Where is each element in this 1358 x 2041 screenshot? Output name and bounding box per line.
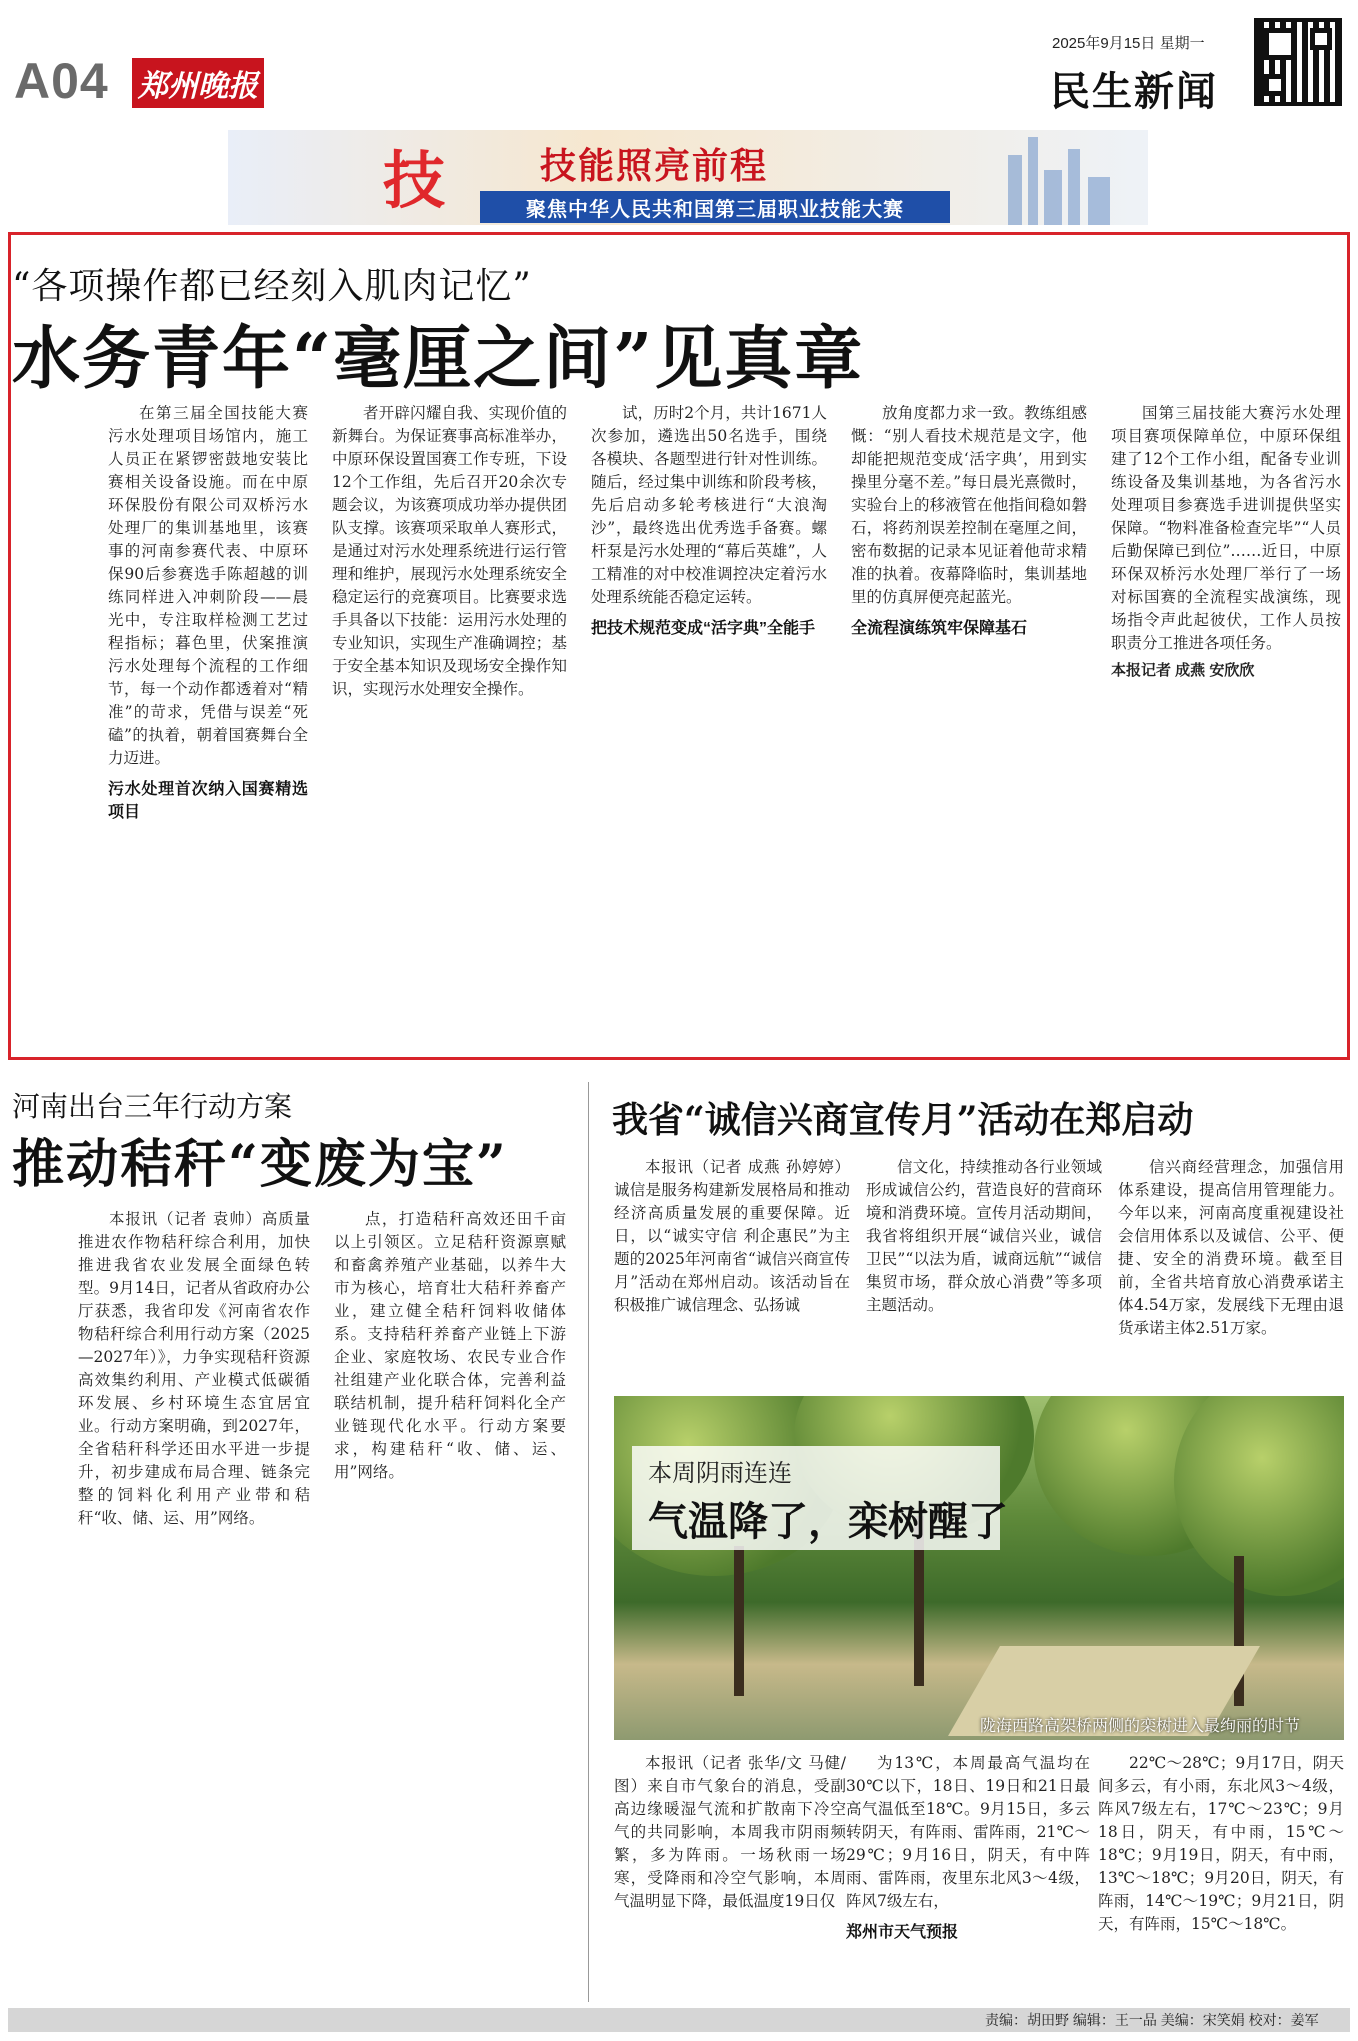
- credit-column-2: [866, 1156, 1102, 1381]
- section-title: 民生新闻: [1050, 70, 1218, 114]
- weather-column-1: [614, 1752, 846, 1998]
- credit-column-1: [614, 1156, 850, 1381]
- straw-paragraph: 点，打造秸秆高效还田千亩以上引领区。立足秸秆资源禀赋和畜禽养殖产业基础，以养牛大市为核心，培育壮大秸秆养畜产业，建立健全秸秆饲料收储体系。支持秸秆养畜产业链上下游企业、家庭牧场、农民专业合作社组建产业化联合体，完善利益联结机制，提升秸秆饲料化全产业链现代化水平。行动方案要求，构建秸秆“收、储、运、用”网络。: [334, 1210, 566, 1481]
- issue-date: 2025年9月15日 星期一: [1052, 35, 1205, 52]
- feature-column-1: [108, 402, 308, 1047]
- weather-subhead: 郑州市天气预报: [846, 1924, 959, 1941]
- feature-column-2: [332, 402, 567, 1047]
- feature-subhead: 把技术规范变成“活字典”全能手: [591, 620, 816, 637]
- feature-column-3: [591, 402, 827, 1047]
- feature-column-5: [1111, 402, 1341, 1047]
- feature-paragraph: 试，历时2个月，共计1671人次参加，遴选出50名选手，围绕各模块、各题型进行针对性训练。随后，经过集中训练和阶段考核，先后启动多轮考核进行“大浪淘沙”，最终选出优秀选手备赛。螺杆泵是污水处理的“幕后英雄”，人工精准的对中校准调控决定着污水处理系统能否稳定运转。: [591, 404, 827, 606]
- feature-column-4: [851, 402, 1087, 1047]
- feature-byline: 本报记者 成燕 安欣欣: [1111, 662, 1255, 679]
- credit-paragraph: 信兴商经营理念，加强信用体系建设，提高信用管理能力。今年以来，河南高度重视建设社会信用体系以及诚信、公平、便捷、安全的消费环境。截至目前，全省共培育放心消费承诺主体4.54万家，发展线下无理由退货承诺主体2.51万家。: [1118, 1158, 1344, 1337]
- weather-paragraph: 22℃～28℃；9月17日，阴天间多云，有小雨，东北风3～4级，阵风7级左右，17℃～23℃；9月18日，阴天，有中雨，15℃～18℃；9月19日，阴天，有中雨，13℃～18℃；9月20日，阴天，有阵雨，14℃～19℃；9月21日，阴天，有阵雨，15℃～18℃。: [1098, 1754, 1344, 1933]
- qr-code-icon[interactable]: [1254, 18, 1342, 106]
- newspaper-logo: 郑州晚报: [132, 58, 264, 108]
- weather-column-3: [1098, 1752, 1344, 1998]
- straw-column-2: [334, 1208, 566, 1998]
- photo-kicker: 本周阴雨连连: [648, 1460, 792, 1487]
- banner-subtitle: 聚焦中华人民共和国第三届职业技能大赛: [480, 191, 950, 223]
- page-number: A04: [14, 53, 109, 109]
- feature-kicker: “各项操作都已经刻入肌肉记忆”: [12, 266, 532, 307]
- feature-subhead: 污水处理首次纳入国赛精选项目: [108, 781, 308, 821]
- feature-headline[interactable]: 水务青年“毫厘之间”见真章: [12, 319, 865, 399]
- skills-emblem-icon: 技: [382, 143, 445, 217]
- credit-headline[interactable]: 我省“诚信兴商宣传月”活动在郑启动: [612, 1099, 1194, 1141]
- straw-column-1: [78, 1208, 310, 1998]
- weather-paragraph: 为13℃，本周最高气温均在30℃以下，18日、19日和21日最高气温低至18℃。9月15日，多云转阴天，有阵雨、雷阵雨，21℃～29℃；9月16日，阴天，有中阵雨、雷阵雨，夜里东北风3～4级，阵风7级左右，: [846, 1754, 1090, 1910]
- editor-credits: 责编：胡田野 编辑：王一品 美编：宋笑娟 校对：姜军: [985, 2012, 1319, 2028]
- column-divider: [588, 1082, 589, 2002]
- photo-caption: 陇海西路高架桥两侧的栾树进入最绚丽的时节: [980, 1718, 1301, 1735]
- banner-title: 技能照亮前程: [540, 145, 769, 187]
- weather-paragraph: 本报讯（记者 张华/文 马健/图）来自市气象台的消息，受副高边缘暖湿气流和扩散南下冷空气的共同影响，本周我市阴雨频繁，多为阵雨。一场秋雨一场寒，受降雨和冷空气影响，本周气温明显下降，最低温度19日仅: [614, 1754, 846, 1910]
- weather-column-2: [846, 1752, 1090, 1998]
- feature-subhead: 全流程演练筑牢保障基石: [851, 620, 1028, 637]
- feature-paragraph: 放角度都力求一致。教练组感慨：“别人看技术规范是文字，他却能把规范变成‘活字典’，用到实操里分毫不差。”每日晨光熹微时，实验台上的移液管在他指间稳如磐石，将药剂误差控制在毫厘之间，密布数据的记录本见证着他苛求精准的执着。夜幕降临时，集训基地里的仿真屏便亮起蓝光。: [851, 404, 1087, 606]
- straw-paragraph: 本报讯（记者 袁帅）高质量推进农作物秸秆综合利用，加快推进我省农业发展全面绿色转型。9月14日，记者从省政府办公厅获悉，我省印发《河南省农作物秸秆综合利用行动方案（2025—2027年）》，力争实现秸秆资源高效集约利用、产业模式低碳循环发展、乡村环境生态宜居宜业。行动方案明确，到2027年，全省秸秆科学还田水平进一步提升，初步建成布局合理、链条完整的饲料化利用产业带和秸秆“收、储、运、用”网络。: [78, 1210, 310, 1527]
- feature-paragraph: 在第三届全国技能大赛污水处理项目场馆内，施工人员正在紧锣密鼓地安装比赛相关设备设施。而在中原环保股份有限公司双桥污水处理厂的集训基地里，该赛事的河南参赛代表、中原环保90后参赛选手陈超越的训练同样进入冲刺阶段——晨光中，专注取样检测工艺过程指标；暮色里，伏案推演污水处理每个流程的工作细节，每一个动作都透着对“精准”的苛求，凭借与误差“死磕”的执着，朝着国赛舞台全力迈进。: [108, 404, 308, 767]
- feature-paragraph: 者开辟闪耀自我、实现价值的新舞台。为保证赛事高标准举办，中原环保设置国赛工作专班，下设12个工作组，先后召开20余次专题会议，为该赛项成功举办提供团队支撑。该赛项采取单人赛形式，是通过对污水处理系统进行运行管理和维护，展现污水处理系统安全稳定运行的竞赛项目。比赛要求选手具备以下技能：运用污水处理的专业知识，实现生产准确调控；基于安全基本知识及现场安全操作知识，实现污水处理安全操作。: [332, 404, 567, 698]
- feature-paragraph: 国第三届技能大赛污水处理项目赛项保障单位，中原环保组建了12个工作小组，配备专业训练设备及集训基地，为各省污水处理项目参赛选手进训提供坚实保障。“物料准备检查完毕”“人员后勤保障已到位”……近日，中原环保双桥污水处理厂举行了一场对标国赛的全流程实战演练，现场指令声此起彼伏，工作人员按职责分工推进各项任务。: [1111, 404, 1341, 652]
- straw-kicker: 河南出台三年行动方案: [12, 1091, 293, 1122]
- credit-paragraph: 本报讯（记者 成燕 孙婷婷）诚信是服务构建新发展格局和推动经济高质量发展的重要保障。近日，以“诚实守信 利企惠民”为主题的2025年河南省“诚信兴商宣传月”活动在郑州启动。该活动旨在积极推广诚信理念、弘扬诚: [614, 1158, 850, 1314]
- straw-headline[interactable]: 推动秸秆“变废为宝”: [12, 1134, 508, 1195]
- credit-paragraph: 信文化，持续推动各行业领域形成诚信公约，营造良好的营商环境和消费环境。宣传月活动期间，我省将组织开展“诚信兴业，诚信卫民”“以法为盾，诚商远航”“诚信集贸市场，群众放心消费”等多项主题活动。: [866, 1158, 1102, 1314]
- photo-title[interactable]: 气温降了，栾树醒了: [648, 1498, 1008, 1545]
- credit-column-3: [1118, 1156, 1344, 1381]
